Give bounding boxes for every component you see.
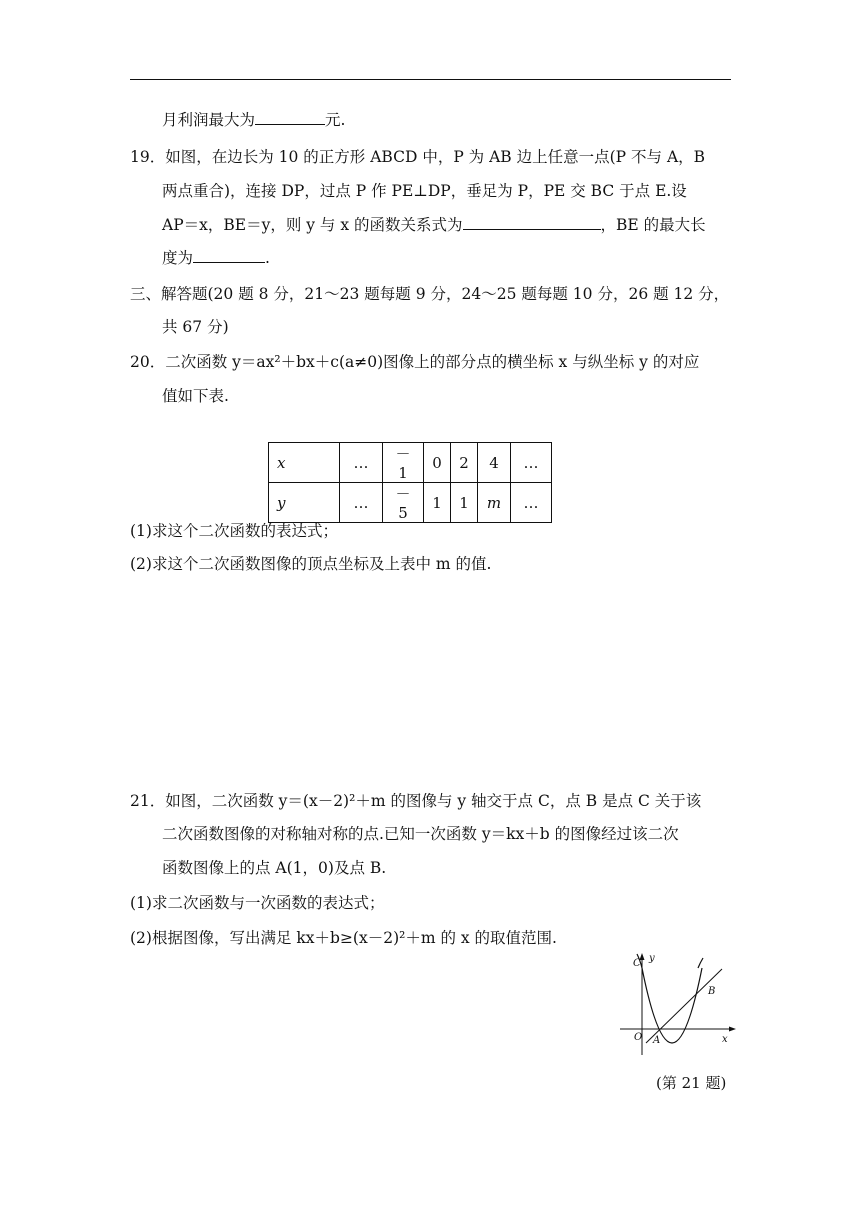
label-A: A xyxy=(653,1035,661,1046)
answer-blank xyxy=(255,110,325,125)
q19-line4 xyxy=(162,248,270,268)
q19-line2: 两点重合)，连接 DP，过点 P 作 PE⊥DP，垂足为 P，PE 交 BC 于点 E.设 xyxy=(162,182,687,200)
q21-part2: (2)根据图像，写出满足 kx＋b≥(x－2)²＋m 的 x 的取值范围. xyxy=(130,929,557,947)
section3-heading: 三、解答题(20 题 8 分，21～23 题每题 9 分，24～25 题每题 10 分，26 题 12 分， xyxy=(130,285,730,303)
table-cell: 2 xyxy=(451,443,478,483)
q19-line1: 19．如图，在边长为 10 的正方形 ABCD 中，P 为 AB 边上任意一点(P 不与 A，B xyxy=(130,148,706,166)
q21-part1: (1)求二次函数与一次函数的表达式； xyxy=(130,894,385,912)
q21-figure xyxy=(612,948,742,1060)
table-cell: 1 xyxy=(424,483,451,523)
table-cell: … xyxy=(340,443,383,483)
table-cell: －1 xyxy=(383,443,424,483)
value-table xyxy=(268,442,552,523)
q19-line3 xyxy=(162,215,706,235)
q18-tail xyxy=(162,110,345,130)
label-x: x xyxy=(722,1034,728,1045)
q21-line3: 函数图像上的点 A(1，0)及点 B. xyxy=(162,859,387,877)
parabola xyxy=(642,968,702,1043)
table-cell: m xyxy=(478,483,511,523)
table-cell: y xyxy=(269,483,340,523)
label-O: O xyxy=(634,1032,643,1043)
table-cell: … xyxy=(511,483,552,523)
table-cell: … xyxy=(511,443,552,483)
table-cell: … xyxy=(340,483,383,523)
q18-end: 元. xyxy=(325,111,346,129)
section3-heading-cont: 共 67 分) xyxy=(162,318,229,336)
q19-line4-b: . xyxy=(265,249,270,267)
table-row xyxy=(269,483,552,523)
label-C: C xyxy=(633,958,641,969)
answer-blank xyxy=(193,248,265,263)
q19-line3-b: ，BE 的最大长 xyxy=(600,216,706,234)
q20-part1: (1)求这个二次函数的表达式； xyxy=(130,522,338,540)
table-cell: 0 xyxy=(424,443,451,483)
q21-line2: 二次函数图像的对称轴对称的点.已知一次函数 y＝kx＋b 的图像经过该二次 xyxy=(162,825,679,843)
q20-line1: 20．二次函数 y＝ax²＋bx＋c(a≠0)图像上的部分点的横坐标 x 与纵坐标 y 的对应 xyxy=(130,353,700,371)
table-cell: －5 xyxy=(383,483,424,523)
table-cell: x xyxy=(269,443,340,483)
q20-part2: (2)求这个二次函数图像的顶点坐标及上表中 m 的值. xyxy=(130,555,492,573)
x-axis-arrow xyxy=(729,1027,736,1032)
q19-line3-a: AP＝x，BE＝y，则 y 与 x 的函数关系式为 xyxy=(162,216,463,234)
figure-caption: (第 21 题) xyxy=(656,1074,727,1092)
table-cell: 4 xyxy=(478,443,511,483)
parabola-tail xyxy=(698,958,703,968)
table-cell: 1 xyxy=(451,483,478,523)
answer-blank xyxy=(463,215,601,230)
q21-line1: 21．如图，二次函数 y＝(x－2)²＋m 的图像与 y 轴交于点 C，点 B 是点 C 关于该 xyxy=(130,792,702,810)
q19-line4-a: 度为 xyxy=(162,249,194,267)
q18-text: 月利润最大为 xyxy=(162,111,256,129)
label-y: y xyxy=(649,953,655,964)
label-B: B xyxy=(708,986,716,997)
q20-line2: 值如下表. xyxy=(162,387,229,405)
table-row xyxy=(269,443,552,483)
header-rule xyxy=(130,79,731,80)
